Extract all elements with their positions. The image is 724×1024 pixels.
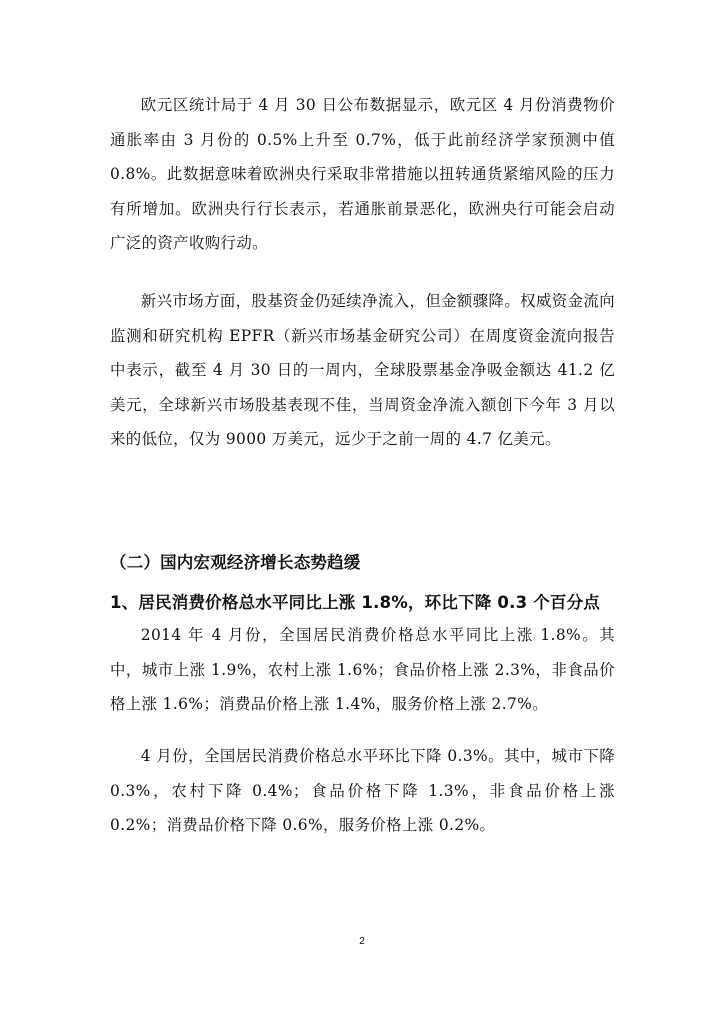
page-number: 2 bbox=[359, 936, 365, 947]
paragraph-cpi-year-on-year: 2014 年 4 月份，全国居民消费价格总水平同比上涨 1.8%。其中，城市上涨 1.9%，农村上涨 1.6%；食品价格上涨 2.3%，非食品价格上涨 1.6%；消费品价格上涨 1.4%，服务价格上涨 2.7%。 bbox=[110, 626, 615, 713]
paragraph-eurozone-inflation: 欧元区统计局于 4 月 30 日公布数据显示，欧元区 4 月份消费物价通胀率由 3 月份的 0.5%上升至 0.7%，低于此前经济学家预测中值 0.8%。此数据意味着欧洲央行采取非常措施以扭转通货紧缩风险的压力有所增加。欧洲央行行长表示，若通胀前景恶化，欧洲央行可能会启动广泛的资产收购行动。 bbox=[110, 96, 615, 252]
section-heading: （二）国内宏观经济增长态势趋缓 bbox=[110, 553, 361, 572]
paragraph-cpi-month-on-month: 4 月份，全国居民消费价格总水平环比下降 0.3%。其中，城市下降 0.3%，农村下降 0.4%；食品价格下降 1.3%，非食品价格上涨 0.2%；消费品价格下降 0.6%，服务价格上涨 0.2%。 bbox=[110, 747, 615, 834]
paragraph-emerging-markets: 新兴市场方面，股基资金仍延续净流入，但金额骤降。权威资金流向监测和研究机构 EPFR（新兴市场基金研究公司）在周度资金流向报告中表示，截至 4 月 30 日的一周内，全球股票基金净吸金额达 41.2 亿美元，全球新兴市场股基表现不佳，当周资金净流入额创下今年 3 月以来的低位，仅为 9000 万美元，远少于之前一周的 4.7 亿美元。 bbox=[110, 292, 615, 448]
subsection-heading: 1、居民消费价格总水平同比上涨 1.8%，环比下降 0.3 个百分点 bbox=[110, 593, 601, 612]
